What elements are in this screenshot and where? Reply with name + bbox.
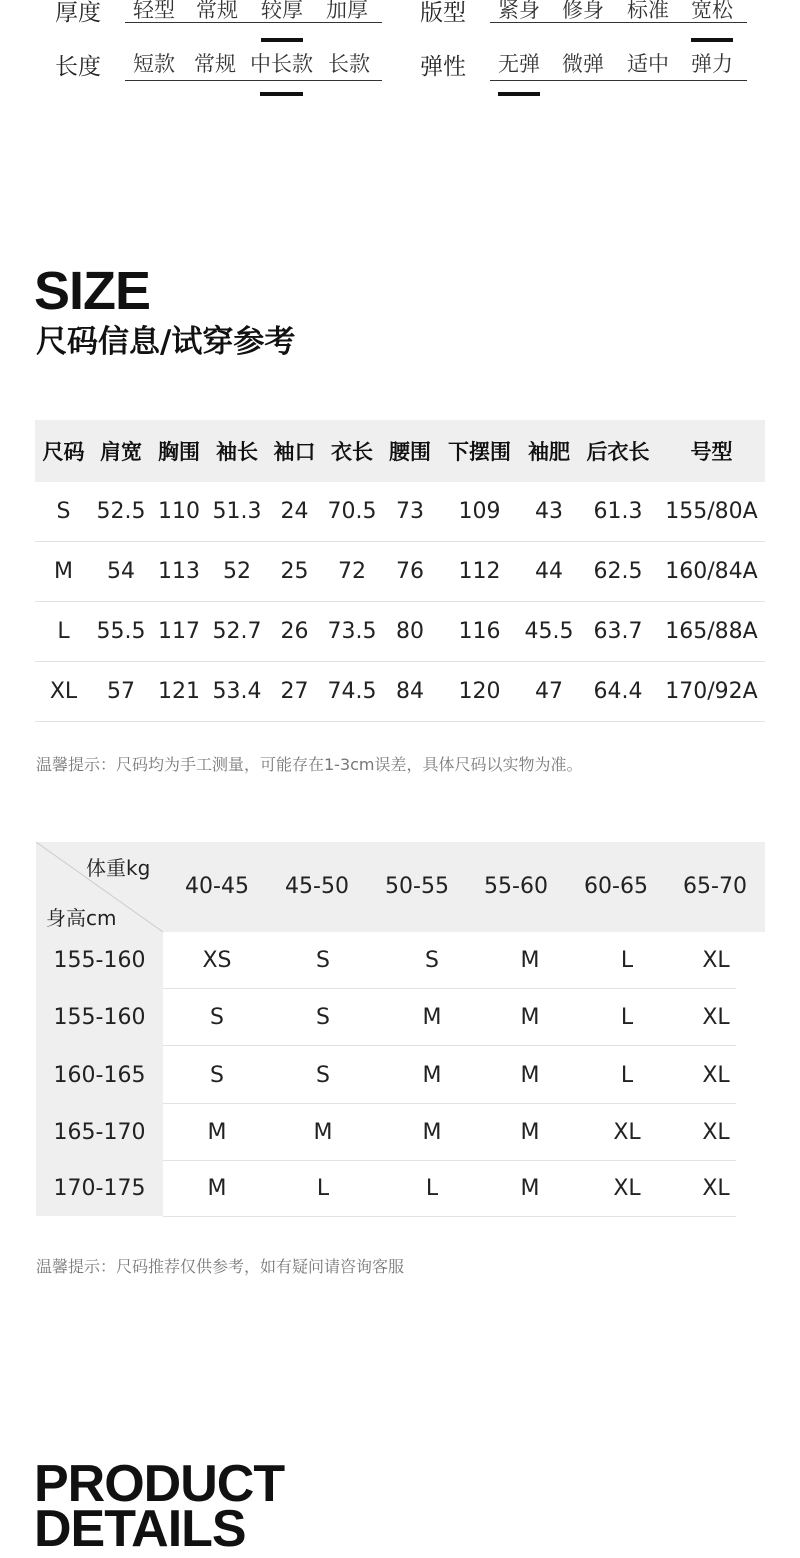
size-cell: 43	[520, 482, 578, 542]
size-cell: 61.3	[578, 482, 658, 542]
size-cell: 170/92A	[658, 662, 765, 722]
attr-option-selected[interactable]	[261, 0, 303, 24]
height-range-cell: 155-160	[53, 948, 146, 973]
rec-size-cell: XL	[613, 1120, 641, 1145]
size-cell: 74.5	[323, 662, 381, 722]
height-range-cell: 170-175	[53, 1176, 146, 1201]
product-title-line1: PRODUCT	[34, 1455, 285, 1513]
size-title: SIZE	[34, 261, 151, 321]
attr-row-elasticity	[420, 44, 750, 94]
attr-option-label: 加厚	[326, 0, 368, 22]
rec-size-cell: L	[316, 1176, 330, 1201]
size-cell: M	[35, 542, 92, 602]
attr-option-selected[interactable]	[498, 48, 540, 78]
table-row	[36, 1047, 736, 1104]
height-range-cell: 155-160	[53, 1005, 146, 1030]
size-header-cell: 肩宽	[92, 420, 150, 482]
attr-option-label: 弹力	[691, 52, 733, 76]
attr-options	[125, 44, 382, 81]
rec-size-cell: M	[313, 1120, 333, 1145]
height-range-cell: 165-170	[53, 1120, 146, 1145]
size-header-cell: 尺码	[35, 420, 92, 482]
weight-axis-label: 体重kg	[86, 856, 151, 880]
size-cell: 53.4	[208, 662, 266, 722]
size-cell: L	[35, 602, 92, 662]
size-cell: 73.5	[323, 602, 381, 662]
size-table	[35, 420, 765, 722]
rec-size-cell: M	[422, 1063, 442, 1088]
attr-option-label: 无弹	[498, 52, 540, 76]
size-header-cell: 下摆围	[439, 420, 520, 482]
table-row	[35, 662, 765, 722]
attr-options	[490, 0, 747, 23]
size-header-cell: 号型	[658, 420, 765, 482]
size-cell: 52	[208, 542, 266, 602]
attr-option[interactable]	[328, 48, 370, 78]
size-cell: 51.3	[208, 482, 266, 542]
rec-size-cell: XL	[702, 1120, 730, 1145]
rec-size-cell: M	[520, 948, 540, 973]
size-note: 温馨提示：尺码均为手工测量，可能存在1-3cm误差，具体尺码以实物为准。	[36, 755, 583, 774]
size-header-cell: 袖长	[208, 420, 266, 482]
size-cell: 80	[381, 602, 439, 662]
size-cell: 26	[266, 602, 323, 662]
size-header-cell: 腰围	[381, 420, 439, 482]
attr-option-label: 常规	[194, 52, 236, 76]
attr-option-label: 较厚	[261, 0, 303, 22]
size-header-cell: 胸围	[150, 420, 208, 482]
rec-size-cell: S	[210, 1005, 224, 1030]
attr-option-label: 标准	[627, 0, 669, 22]
rec-size-cell: L	[620, 1005, 634, 1030]
rec-size-cell: M	[422, 1120, 442, 1145]
size-cell: 57	[92, 662, 150, 722]
rec-size-cell: S	[316, 1063, 330, 1088]
size-subtitle: 尺码信息/试穿参考	[36, 324, 296, 360]
weight-range-header: 50-55	[385, 874, 449, 899]
size-table-header-row	[35, 420, 765, 482]
size-cell: 54	[92, 542, 150, 602]
row-divider	[163, 1216, 736, 1217]
size-cell: 73	[381, 482, 439, 542]
size-cell: 155/80A	[658, 482, 765, 542]
rec-size-cell: S	[425, 948, 439, 973]
size-cell: 120	[439, 662, 520, 722]
size-cell: 55.5	[92, 602, 150, 662]
attr-option[interactable]	[133, 48, 175, 78]
rec-size-cell: S	[316, 948, 330, 973]
attr-label: 长度	[55, 54, 101, 80]
rec-size-cell: S	[210, 1063, 224, 1088]
attr-option[interactable]	[691, 48, 733, 78]
attr-label: 版型	[420, 0, 466, 26]
rec-size-cell: L	[620, 1063, 634, 1088]
rec-size-cell: M	[207, 1176, 227, 1201]
size-cell: 27	[266, 662, 323, 722]
attr-options	[490, 44, 747, 81]
weight-range-header: 45-50	[285, 874, 349, 899]
size-cell: 25	[266, 542, 323, 602]
size-cell: 45.5	[520, 602, 578, 662]
attr-option-label: 宽松	[691, 0, 733, 22]
size-cell: 117	[150, 602, 208, 662]
attr-option-label: 微弹	[562, 52, 604, 76]
size-header-cell: 袖肥	[520, 420, 578, 482]
size-cell: 76	[381, 542, 439, 602]
rec-size-cell: M	[520, 1005, 540, 1030]
attr-option[interactable]	[133, 0, 175, 24]
attr-row-fit	[420, 0, 750, 36]
attr-option-label: 常规	[196, 0, 238, 22]
attr-label: 弹性	[420, 54, 466, 80]
size-cell: 110	[150, 482, 208, 542]
weight-range-header: 65-70	[683, 874, 747, 899]
size-cell: 70.5	[323, 482, 381, 542]
rec-table-header	[36, 842, 765, 932]
attr-option[interactable]	[196, 0, 238, 24]
size-cell: 52.7	[208, 602, 266, 662]
weight-range-header: 55-60	[484, 874, 548, 899]
attr-row-thickness	[55, 0, 385, 36]
rec-size-cell: M	[520, 1176, 540, 1201]
table-row	[36, 932, 736, 989]
height-axis-label: 身高cm	[46, 906, 117, 930]
row-divider	[163, 1045, 736, 1046]
size-cell: 72	[323, 542, 381, 602]
rec-note: 温馨提示：尺码推荐仅供参考，如有疑问请咨询客服	[36, 1257, 405, 1276]
size-cell: 116	[439, 602, 520, 662]
rec-size-cell: XL	[702, 1063, 730, 1088]
size-cell: 64.4	[578, 662, 658, 722]
attr-option[interactable]	[627, 0, 669, 24]
rec-size-cell: XL	[702, 1176, 730, 1201]
table-row	[35, 602, 765, 662]
size-cell: 44	[520, 542, 578, 602]
attr-option-label: 轻型	[133, 0, 175, 22]
attr-option-label: 长款	[328, 52, 370, 76]
size-cell: 121	[150, 662, 208, 722]
attr-option[interactable]	[562, 0, 604, 24]
attr-options	[125, 0, 382, 23]
attr-option-selected[interactable]	[250, 48, 313, 78]
attr-option[interactable]	[562, 48, 604, 78]
attr-option-selected[interactable]	[691, 0, 733, 24]
size-header-cell: 衣长	[323, 420, 381, 482]
rec-size-cell: M	[207, 1120, 227, 1145]
rec-size-cell: L	[620, 948, 634, 973]
size-cell: 160/84A	[658, 542, 765, 602]
attr-option-label: 中长款	[250, 52, 313, 76]
size-cell: 109	[439, 482, 520, 542]
table-row	[35, 542, 765, 602]
size-header-cell: 后衣长	[578, 420, 658, 482]
size-header-cell: 袖口	[266, 420, 323, 482]
weight-range-header: 60-65	[584, 874, 648, 899]
table-row	[36, 1160, 736, 1217]
rec-corner-cell	[36, 842, 163, 932]
rec-size-cell: L	[425, 1176, 439, 1201]
size-cell: XL	[35, 662, 92, 722]
product-title-line2: DETAILS	[34, 1500, 246, 1558]
rec-size-cell: M	[520, 1120, 540, 1145]
size-cell: 62.5	[578, 542, 658, 602]
attr-option-label: 适中	[627, 52, 669, 76]
attr-label: 厚度	[55, 0, 101, 26]
size-cell: S	[35, 482, 92, 542]
weight-range-header: 40-45	[185, 874, 249, 899]
size-cell: 165/88A	[658, 602, 765, 662]
rec-size-cell: XL	[702, 1005, 730, 1030]
attr-row-length	[55, 44, 385, 94]
size-cell: 63.7	[578, 602, 658, 662]
size-cell: 84	[381, 662, 439, 722]
attr-option-label: 紧身	[498, 0, 540, 22]
table-row	[36, 989, 736, 1046]
rec-size-cell: S	[316, 1005, 330, 1030]
table-row	[36, 1104, 736, 1161]
height-range-cell: 160-165	[53, 1063, 146, 1088]
table-row	[35, 482, 765, 542]
attr-option-label: 修身	[562, 0, 604, 22]
rec-size-cell: XS	[202, 948, 232, 973]
rec-size-cell: XL	[702, 948, 730, 973]
rec-size-cell: M	[520, 1063, 540, 1088]
attr-option-label: 短款	[133, 52, 175, 76]
rec-size-cell: M	[422, 1005, 442, 1030]
attr-option[interactable]	[194, 48, 236, 78]
size-cell: 112	[439, 542, 520, 602]
size-cell: 24	[266, 482, 323, 542]
size-cell: 47	[520, 662, 578, 722]
rec-size-cell: XL	[613, 1176, 641, 1201]
attr-option[interactable]	[498, 0, 540, 24]
attr-option[interactable]	[326, 0, 368, 24]
size-cell: 52.5	[92, 482, 150, 542]
attr-option[interactable]	[627, 48, 669, 78]
size-cell: 113	[150, 542, 208, 602]
